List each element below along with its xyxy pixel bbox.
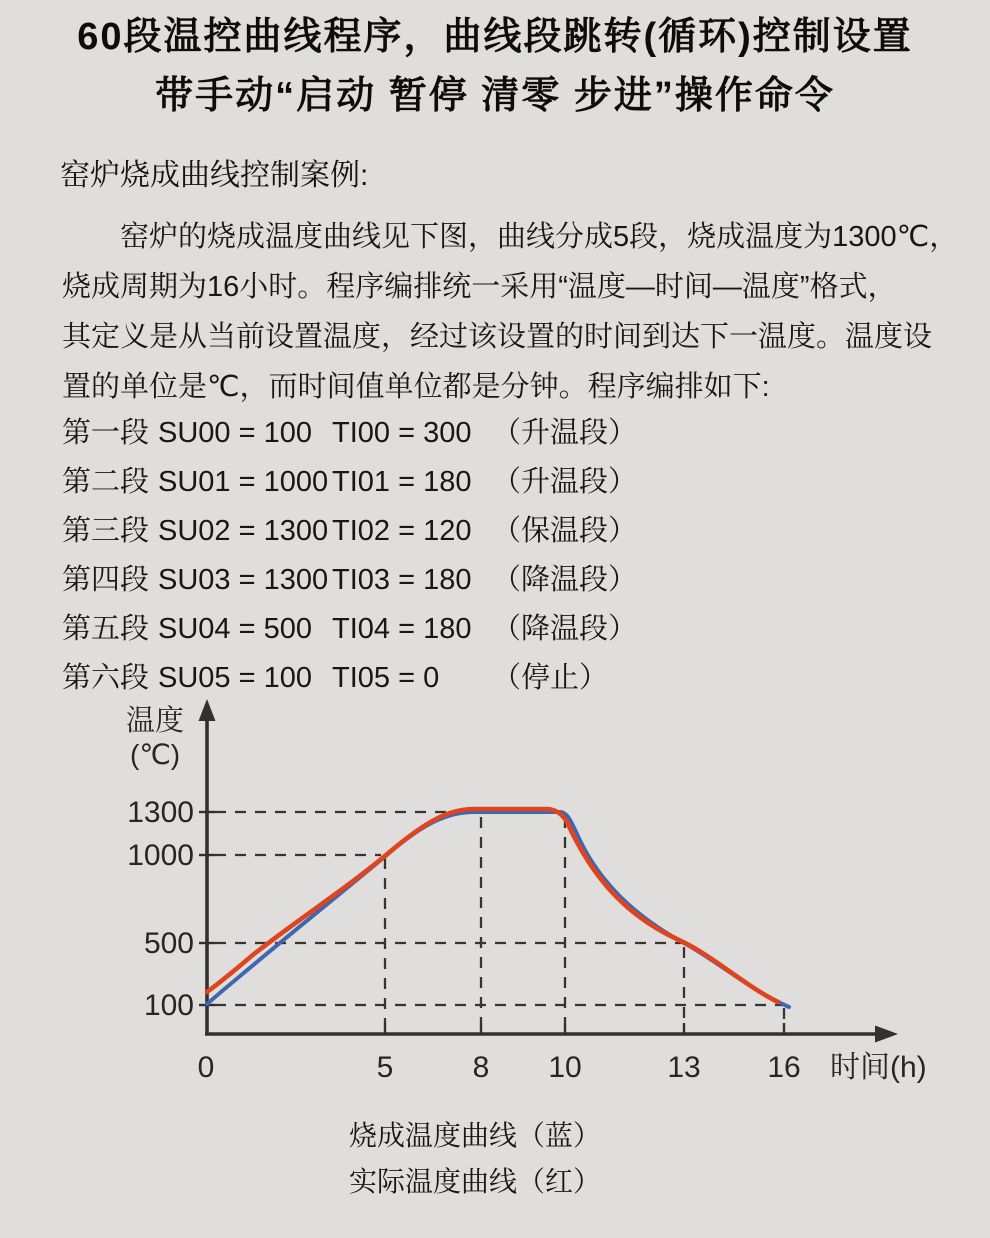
segment-note: （降温段） [492,564,638,596]
segment-note: （降温段） [492,613,638,645]
ti-value: TI03 = 180 [332,564,472,596]
x-tick-label: 13 [667,1051,701,1084]
intro-line: 烧成周期为16小时。程序编排统一采用“温度—时间—温度”格式， [62,271,897,303]
intro-paragraph [62,212,962,412]
axis-ticks [199,812,784,1034]
y-tick-label: 500 [143,927,194,960]
ti-value: TI02 = 120 [332,515,472,547]
program-row [62,409,962,458]
su-value: SU01 = 1000 [158,466,329,498]
program-row [62,556,962,605]
chart-svg [0,690,990,1090]
x-tick-label: 5 [376,1051,394,1084]
segment-note: （保温段） [492,515,638,547]
x-tick-label: 16 [767,1051,801,1084]
ti-value: TI04 = 180 [332,613,472,645]
ti-value: TI05 = 0 [332,662,440,694]
program-list [62,409,962,703]
ti-value: TI00 = 300 [332,417,472,449]
program-row [62,605,962,654]
intro-line: 置的单位是℃，而时间值单位都是分钟。程序编排如下: [62,371,770,403]
legend-red-label: 实际温度曲线（红） [348,1166,601,1197]
segment-note: （升温段） [492,417,638,449]
segment-note: （停止） [492,662,609,694]
program-row [62,507,962,556]
intro-line: 其定义是从当前设置温度，经过该设置的时间到达下一温度。温度设 [62,321,933,353]
y-tick-label: 1300 [127,796,194,829]
y-axis-title: 温度 [126,705,185,737]
ti-value: TI01 = 180 [332,466,472,498]
x-axis-arrow-icon [875,1026,898,1043]
su-value: SU04 = 500 [158,613,312,645]
segment-label: 第二段 [62,466,150,498]
title-line-1: 60段温控曲线程序，曲线段跳转(循环)控制设置 [77,16,913,58]
page-title [0,8,990,126]
chart-legend [0,1113,970,1205]
y-axis-unit: (℃) [130,739,181,770]
su-value: SU02 = 1300 [158,515,329,547]
segment-label: 第六段 [62,662,150,694]
program-row [62,458,962,507]
intro-line: 窑炉的烧成温度曲线见下图，曲线分成5段，烧成温度为1300℃， [120,221,959,253]
title-line-2: 带手动“启动 暂停 清零 步进”操作命令 [155,75,835,117]
segment-label: 第四段 [62,564,150,596]
su-value: SU03 = 1300 [158,564,329,596]
x-axis-title: 时间(h) [830,1051,927,1084]
x-tick-label: 10 [548,1051,582,1084]
set-temperature-curve [207,812,789,1007]
su-value: SU05 = 100 [158,662,312,694]
y-tick-label: 100 [143,989,194,1022]
firing-curve-chart [0,690,990,1090]
segment-label: 第三段 [62,515,150,547]
x-tick-label: 8 [472,1051,490,1084]
actual-temperature-curve [207,809,778,1002]
segment-label: 第一段 [62,417,150,449]
x-tick-label: 0 [197,1051,215,1084]
segment-note: （升温段） [492,466,638,498]
su-value: SU00 = 100 [158,417,312,449]
y-axis-arrow-icon [199,699,216,721]
y-tick-label: 1000 [127,839,194,872]
legend-blue-label: 烧成温度曲线（蓝） [348,1120,601,1151]
case-heading: 窑炉烧成曲线控制案例: [60,159,369,192]
segment-label: 第五段 [62,613,150,645]
